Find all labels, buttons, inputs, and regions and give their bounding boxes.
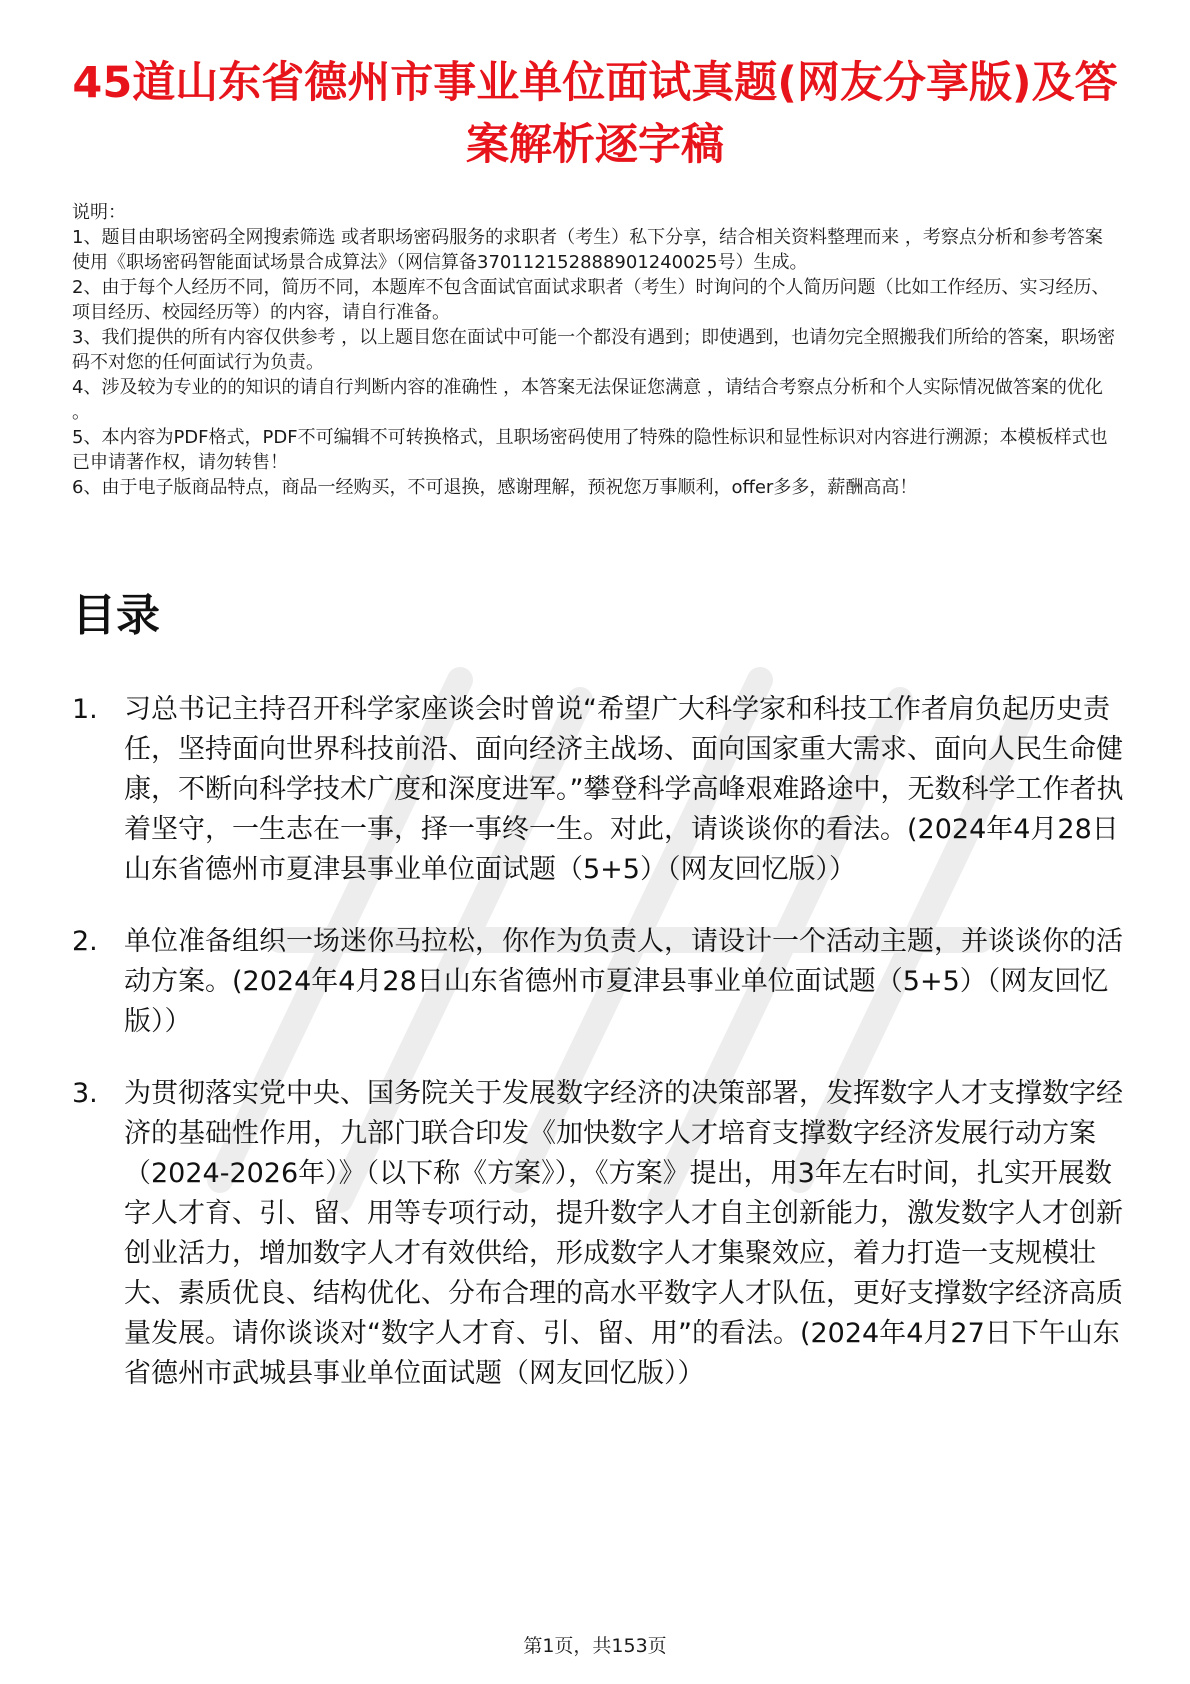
- notes-heading: 说明：: [72, 202, 126, 223]
- toc-item-number: 1.: [72, 694, 98, 725]
- toc-item-text[interactable]: 单位准备组织一场迷你马拉松，你作为负责人，请设计一个活动主题，并谈谈你的活动方案。(2024年4月28日山东省德州市夏津县事业单位面试题（5+5）（网友回忆版））: [124, 926, 1123, 1037]
- toc-item[interactable]: [72, 1074, 1132, 1394]
- notes-item: 5、本内容为PDF格式，PDF不可编辑不可转换格式，且职场密码使用了特殊的隐性标识和显性标识对内容进行溯源；本模板样式也已申请著作权，请勿转售！: [72, 427, 1108, 473]
- toc-item-number: 2.: [72, 926, 98, 957]
- notes-item: 2、由于每个人经历不同，简历不同，本题库不包含面试官面试求职者（考生）时询问的个人简历问题（比如工作经历、实习经历、项目经历、校园经历等）的内容，请自行准备。: [72, 277, 1110, 323]
- toc-item[interactable]: [72, 922, 1132, 1042]
- toc-item-text[interactable]: 习总书记主持召开科学家座谈会时曾说“希望广大科学家和科技工作者肩负起历史责任，坚持面向世界科技前沿、面向经济主战场、面向国家重大需求、面向人民生命健康，不断向科学技术广度和深度进军。”攀登科学高峰艰难路途中，无数科学工作者执着坚守，一生志在一事，择一事终一生。对此，请谈谈你的看法。(2024年4月28日山东省德州市夏津县事业单位面试题（5+5）（网友回忆版））: [124, 694, 1124, 885]
- notes-section: [72, 200, 1120, 500]
- toc-item[interactable]: [72, 690, 1132, 890]
- notes-item: 6、由于电子版商品特点，商品一经购买，不可退换，感谢理解，预祝您万事顺利，offer多多，薪酬高高！: [72, 477, 918, 498]
- toc-heading: 目录: [72, 590, 160, 641]
- toc-item-text[interactable]: 为贯彻落实党中央、国务院关于发展数字经济的决策部署，发挥数字人才支撑数字经济的基础性作用，九部门联合印发《加快数字人才培育支撑数字经济发展行动方案（2024-2026年）》（以下称《方案》），《方案》提出，用3年左右时间，扎实开展数字人才育、引、留、用等专项行动，提升数字人才自主创新能力，激发数字人才创新创业活力，增加数字人才有效供给，形成数字人才集聚效应，着力打造一支规模壮大、素质优良、结构优化、分布合理的高水平数字人才队伍，更好支撑数字经济高质量发展。请你谈谈对“数字人才育、引、留、用”的看法。(2024年4月27日下午山东省德州市武城县事业单位面试题（网友回忆版））: [124, 1078, 1123, 1389]
- notes-item: 3、我们提供的所有内容仅供参考 ，以上题目您在面试中可能一个都没有遇到；即使遇到，也请勿完全照搬我们所给的答案，职场密码不对您的任何面试行为负责。: [72, 327, 1116, 373]
- toc-item-number: 3.: [72, 1078, 98, 1109]
- document-title: 45道山东省德州市事业单位面试真题(网友分享版)及答案解析逐字稿: [72, 58, 1118, 170]
- notes-item: 1、题目由职场密码全网搜索筛选 或者职场密码服务的求职者（考生）私下分享，结合相关资料整理而来 ，考察点分析和参考答案使用《职场密码智能面试场景合成算法》（网信算备370112152888901240025号）生成。: [72, 227, 1103, 273]
- toc-list: [72, 690, 1132, 1426]
- page-footer: 第1页，共153页: [523, 1635, 667, 1657]
- notes-item: 4、涉及较为专业的的知识的请自行判断内容的准确性 ，本答案无法保证您满意 ，请结合考察点分析和个人实际情况做答案的优化 。: [72, 377, 1103, 423]
